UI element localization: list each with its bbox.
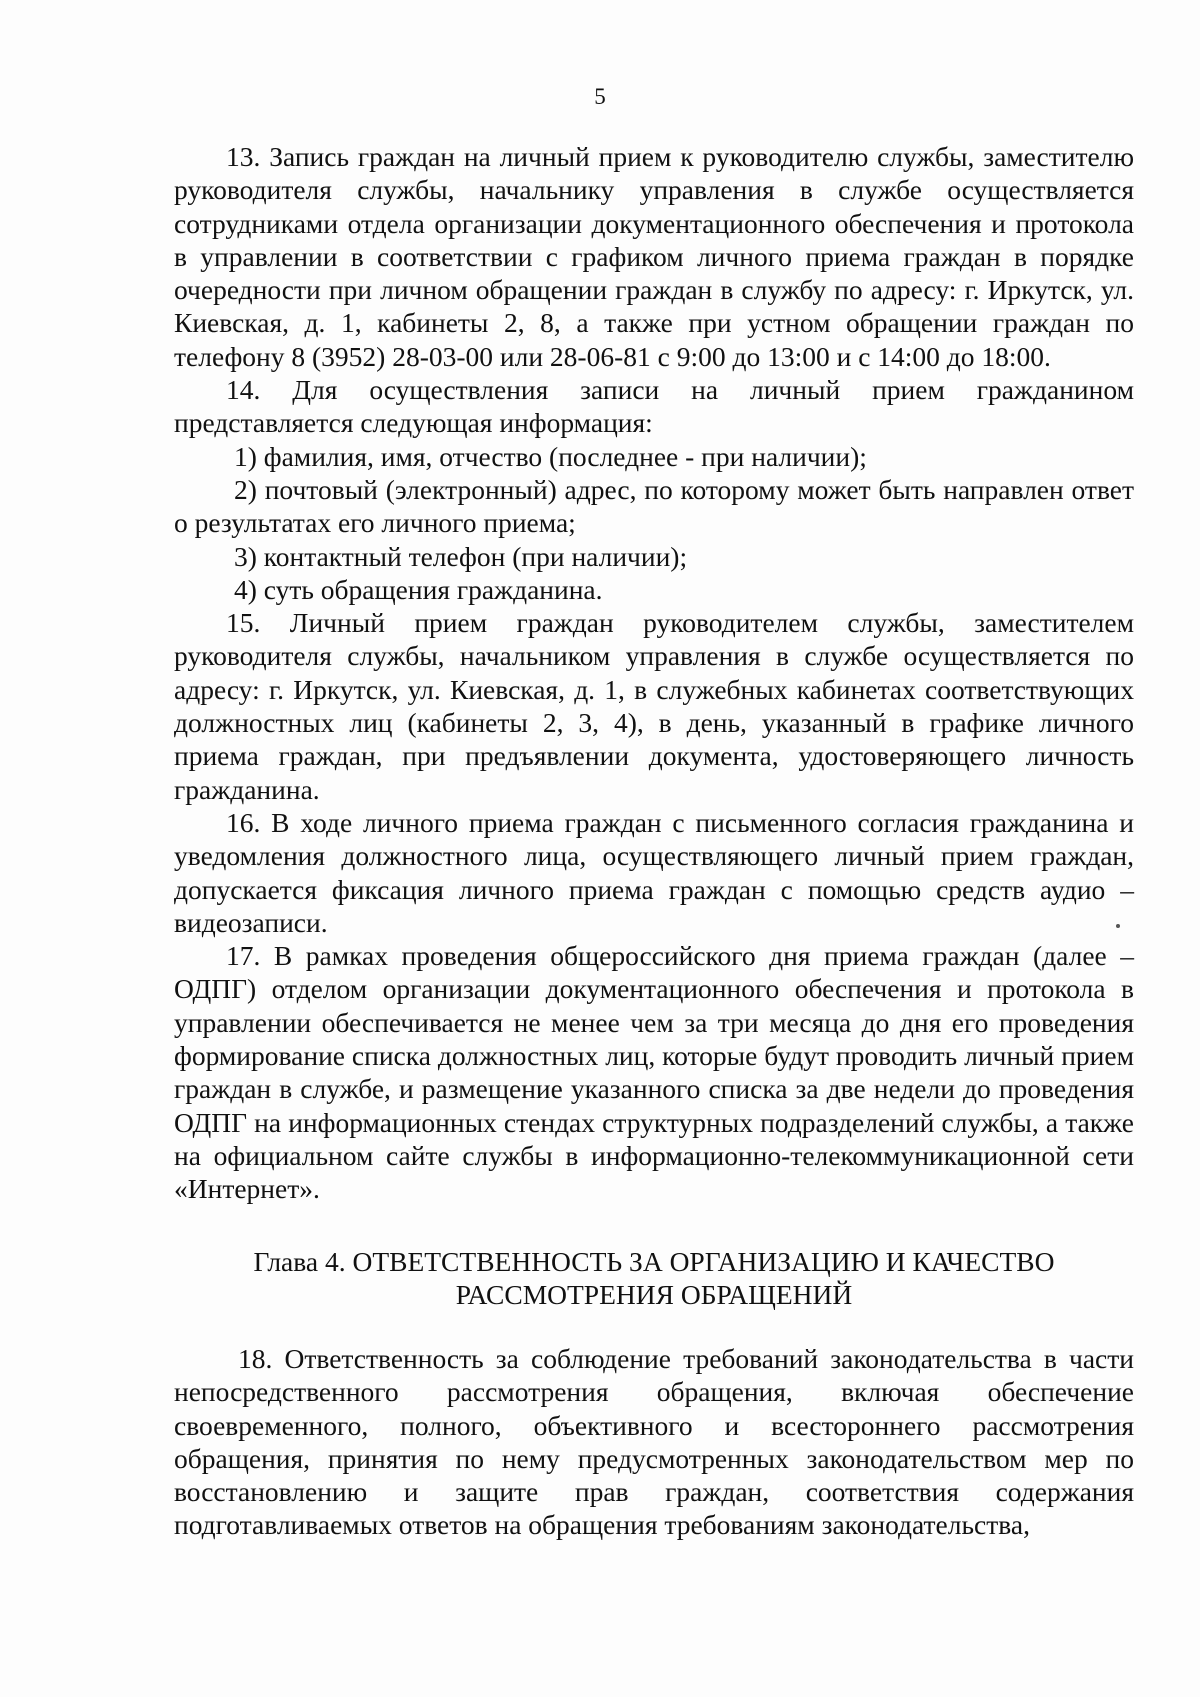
chapter-heading-line-1: Глава 4. ОТВЕТСТВЕННОСТЬ ЗА ОРГАНИЗАЦИЮ И КАЧЕСТВО [253, 1246, 1055, 1277]
paragraph-15: 15. Личный прием граждан руководителем службы, заместителем руководителя службы, начальником управления в службе осуществляется по адресу: г. Иркутск, ул. Киевская, д. 1, в служебных кабинетах соответствующих должностных лиц (кабинеты 2, 3, 4), в день, указанный в графике личного приема граждан, при предъявлении документа, удостоверяющего личность гражданина. [174, 607, 1134, 805]
paragraph-13: 13. Запись граждан на личный прием к руководителю службы, заместителю руководителя службы, начальнику управления в службе осуществляется сотрудниками отдела организации документационного обеспечения и протокола в управлении в соответствии с графиком личного приема граждан в порядке очередности при личном обращении граждан в службу по адресу: г. Иркутск, ул. Киевская, д. 1, кабинеты 2, 8, а также при устном обращении граждан по телефону 8 (3952) 28-03-00 или 28-06-81 с 9:00 до 13:00 и с 14:00 до 18:00. [174, 141, 1134, 372]
body-text-continued [174, 1342, 1134, 1542]
body-text [174, 140, 1134, 1206]
paragraph-14: 14. Для осуществления записи на личный прием гражданином представляется следующая информация: [174, 374, 1134, 439]
page-number: 5 [594, 84, 606, 109]
paragraph-17: 17. В рамках проведения общероссийского дня приема граждан (далее – ОДПГ) отделом организации документационного обеспечения и протокола в управлении обеспечивается не менее чем за три месяца до дня его проведения формирование списка должностных лиц, которые будут проводить личный прием граждан в службе, и размещение указанного списка за две недели до проведения ОДПГ на информационных стендах структурных подразделений службы, а также на официальном сайте службы в информационно-телекоммуникационной сети «Интернет». [174, 940, 1134, 1205]
list-item: 3) контактный телефон (при наличии); [234, 540, 688, 572]
paragraph-18: 18. Ответственность за соблюдение требований законодательства в части непосредственного рассмотрения обращения, включая обеспечение своевременного, полного, объективного и всестороннего рассмотрения обращения, принятия по нему предусмотренных законодательством мер по восстановлению и защите прав граждан, соответствия содержания подготавливаемых ответов на обращения требованиям законодательства, [174, 1343, 1134, 1541]
scan-speck [1116, 924, 1120, 928]
list-item: 1) фамилия, имя, отчество (последнее - при наличии); [234, 440, 867, 472]
list-item: 4) суть обращения гражданина. [234, 573, 603, 605]
chapter-heading [174, 1245, 1134, 1312]
chapter-heading-line-2: РАССМОТРЕНИЯ ОБРАЩЕНИЙ [455, 1279, 853, 1311]
list-item: 2) почтовый (электронный) адрес, по которому может быть направлен ответ о результатах его личного приема; [174, 473, 1134, 539]
paragraph-16: 16. В ходе личного приема граждан с письменного согласия гражданина и уведомления должностного лица, осуществляющего личный прием граждан, допускается фиксация личного приема граждан с помощью средств аудио – видеозаписи. [174, 806, 1134, 938]
